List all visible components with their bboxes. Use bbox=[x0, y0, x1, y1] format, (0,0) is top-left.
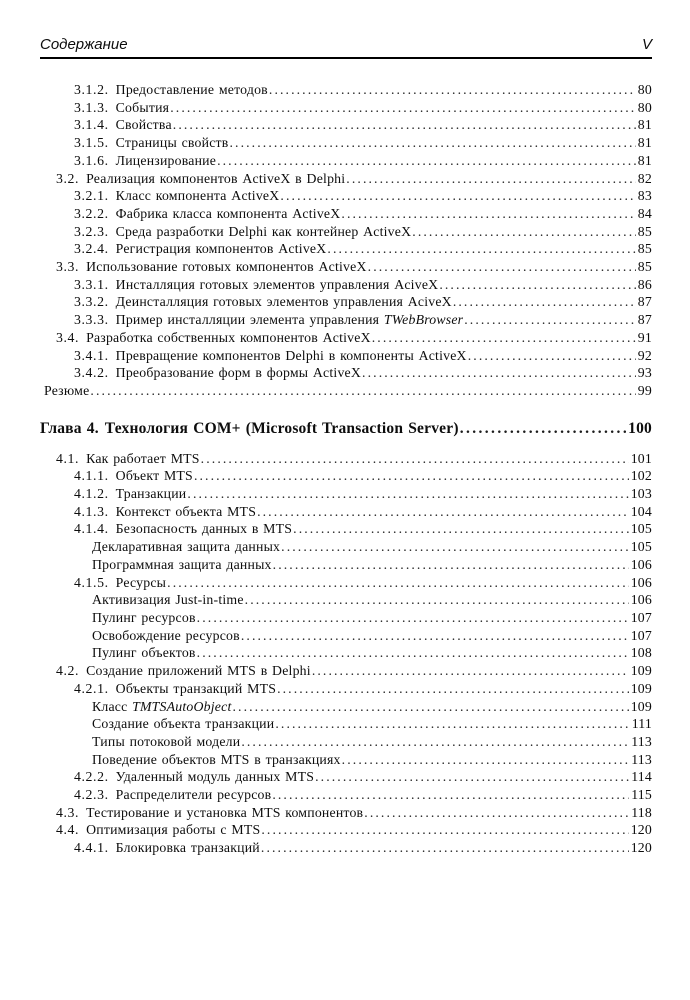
dot-leader bbox=[453, 293, 636, 311]
toc-entry bbox=[40, 382, 652, 400]
entry-number: 4.1.1. bbox=[74, 468, 109, 484]
entry-title-group bbox=[56, 662, 311, 680]
dot-leader bbox=[197, 609, 629, 627]
entry-title-group bbox=[74, 116, 172, 134]
entry-number: 3.2.1. bbox=[74, 188, 109, 204]
dot-leader bbox=[261, 821, 628, 839]
toc-entry bbox=[40, 450, 652, 468]
toc-entry bbox=[40, 804, 652, 822]
entry-title: Класс компонента ActiveX bbox=[115, 188, 280, 204]
entry-title: Использование готовых компонентов ActiveX bbox=[86, 259, 367, 275]
entry-number: 3.1.2. bbox=[74, 82, 109, 97]
entry-title: Объект MTS bbox=[115, 468, 193, 484]
entry-title-group bbox=[74, 768, 314, 786]
entry-title-group bbox=[92, 715, 274, 733]
entry-page-number: 99 bbox=[637, 382, 652, 398]
toc-list bbox=[40, 81, 652, 857]
entry-page-number: 106 bbox=[630, 592, 652, 608]
toc-entry bbox=[40, 786, 652, 804]
toc-entry bbox=[40, 99, 652, 117]
entry-page-number: 107 bbox=[630, 609, 652, 625]
entry-number: 4.1.2. bbox=[74, 486, 109, 502]
entry-page-number: 101 bbox=[630, 450, 652, 466]
entry-title: Ресурсы bbox=[115, 574, 167, 590]
entry-title: Контекст объекта MTS bbox=[115, 503, 257, 519]
dot-leader bbox=[362, 364, 636, 382]
toc-entry bbox=[40, 329, 652, 347]
entry-title-group bbox=[74, 347, 467, 365]
entry-title: Инсталляция готовых элементов управления AciveX bbox=[115, 276, 439, 292]
entry-number: 4.4.1. bbox=[74, 840, 109, 856]
dot-leader bbox=[173, 116, 636, 134]
dot-leader bbox=[281, 538, 629, 556]
toc-entry bbox=[40, 311, 652, 329]
entry-title-group bbox=[74, 520, 292, 538]
dot-leader bbox=[368, 258, 636, 276]
entry-title: Распределители ресурсов bbox=[115, 787, 272, 803]
dot-leader bbox=[315, 768, 629, 786]
entry-page-number: 111 bbox=[631, 716, 652, 732]
dot-leader bbox=[272, 786, 629, 804]
entry-title-group bbox=[74, 223, 411, 241]
entry-title-group bbox=[40, 419, 459, 439]
dot-leader bbox=[464, 311, 636, 329]
dot-leader bbox=[194, 467, 629, 485]
toc-entry bbox=[40, 556, 652, 574]
toc-entry bbox=[40, 205, 652, 223]
toc-entry bbox=[40, 467, 652, 485]
entry-title-group bbox=[74, 311, 463, 329]
entry-title: Фабрика класса компонента ActiveX bbox=[115, 205, 341, 221]
toc-entry bbox=[40, 134, 652, 152]
dot-leader bbox=[280, 187, 635, 205]
entry-number: 3.3. bbox=[56, 259, 80, 275]
entry-number: 3.1.3. bbox=[74, 99, 109, 115]
entry-page-number: 105 bbox=[630, 521, 652, 537]
entry-title-group bbox=[92, 609, 196, 627]
toc-entry bbox=[40, 609, 652, 627]
entry-page-number: 106 bbox=[630, 556, 652, 572]
entry-page-number: 91 bbox=[637, 329, 652, 345]
entry-title-group bbox=[74, 81, 268, 99]
entry-page-number: 93 bbox=[637, 365, 652, 381]
entry-page-number: 113 bbox=[631, 733, 652, 749]
entry-page-number: 85 bbox=[637, 241, 652, 257]
entry-page-number: 120 bbox=[630, 822, 652, 838]
entry-title-group bbox=[74, 786, 271, 804]
entry-title: Деинсталляция готовых элементов управления AciveX bbox=[115, 294, 452, 310]
entry-number: 4.2.1. bbox=[74, 680, 109, 696]
entry-title: Освобождение ресурсов bbox=[92, 627, 240, 643]
entry-title-group bbox=[92, 733, 240, 751]
toc-entry bbox=[40, 644, 652, 662]
entry-title-group bbox=[44, 382, 89, 400]
entry-page-number: 118 bbox=[631, 804, 652, 820]
entry-title: Транзакции bbox=[115, 486, 187, 502]
entry-number: 3.2.4. bbox=[74, 241, 109, 257]
toc-entry bbox=[40, 364, 652, 382]
entry-number: 4.1.5. bbox=[74, 574, 109, 590]
entry-title: Преобразование форм в формы ActiveX bbox=[115, 365, 362, 381]
toc-entry bbox=[40, 240, 652, 258]
toc-entry bbox=[40, 680, 652, 698]
entry-page-number: 109 bbox=[630, 680, 652, 696]
entry-title-group bbox=[74, 99, 169, 117]
toc-entry bbox=[40, 839, 652, 857]
entry-page-number: 84 bbox=[637, 205, 652, 221]
entry-page-number: 109 bbox=[630, 663, 652, 679]
entry-title: Класс bbox=[92, 698, 133, 714]
entry-page-number: 100 bbox=[628, 419, 652, 437]
entry-title-group bbox=[74, 503, 256, 521]
entry-title: Разработка собственных компонентов ActiveX bbox=[86, 329, 371, 345]
entry-title-group bbox=[56, 821, 260, 839]
entry-page-number: 113 bbox=[631, 751, 652, 767]
entry-title: Удаленный модуль данных MTS bbox=[115, 769, 315, 785]
dot-leader bbox=[412, 223, 636, 241]
entry-title-group bbox=[92, 644, 196, 662]
entry-title: Пример инсталляции элемента управления bbox=[115, 312, 384, 328]
entry-page-number: 86 bbox=[637, 276, 652, 292]
entry-number: 4.2. bbox=[56, 663, 80, 679]
toc-entry bbox=[40, 751, 652, 769]
entry-title: Типы потоковой модели bbox=[92, 733, 241, 749]
entry-title: Страницы свойств bbox=[115, 135, 229, 151]
dot-leader bbox=[229, 134, 635, 152]
entry-page-number: 81 bbox=[637, 117, 652, 133]
entry-title: События bbox=[115, 99, 170, 115]
entry-title-group bbox=[92, 751, 341, 769]
entry-title-group bbox=[74, 485, 186, 503]
entry-title: Блокировка транзакций bbox=[115, 840, 260, 856]
entry-page-number: 114 bbox=[631, 769, 652, 785]
entry-number: 3.2.2. bbox=[74, 205, 109, 221]
entry-title-italic: TMTSAutoObject bbox=[132, 698, 232, 714]
entry-title-group bbox=[74, 240, 326, 258]
entry-page-number: 120 bbox=[630, 840, 652, 856]
dot-leader bbox=[468, 347, 636, 365]
entry-title-group bbox=[74, 574, 166, 592]
toc-entry bbox=[40, 627, 652, 645]
dot-leader bbox=[269, 81, 636, 99]
dot-leader bbox=[342, 751, 630, 769]
entry-title-group bbox=[74, 467, 193, 485]
entry-title: Объекты транзакций MTS bbox=[115, 680, 277, 696]
page-header-page-number: V bbox=[641, 36, 652, 53]
entry-title: Технология COM+ (Microsoft Transaction Server) bbox=[104, 419, 459, 437]
entry-page-number: 103 bbox=[630, 486, 652, 502]
dot-leader bbox=[327, 240, 635, 258]
entry-number: 3.3.1. bbox=[74, 276, 109, 292]
entry-title: Как работает MTS bbox=[86, 450, 200, 466]
entry-number: 3.1.6. bbox=[74, 152, 109, 168]
toc-entry bbox=[40, 574, 652, 592]
entry-page-number: 102 bbox=[630, 468, 652, 484]
toc-entry bbox=[40, 591, 652, 609]
entry-title: Резюме bbox=[44, 382, 90, 398]
dot-leader bbox=[293, 520, 629, 538]
dot-leader bbox=[187, 485, 628, 503]
entry-title: Лицензирование bbox=[115, 152, 217, 168]
entry-page-number: 87 bbox=[637, 294, 652, 310]
toc-entry bbox=[40, 187, 652, 205]
entry-title: Оптимизация работы с MTS bbox=[86, 822, 261, 838]
entry-title: Тестирование и установка MTS компонентов bbox=[86, 804, 364, 820]
entry-page-number: 107 bbox=[630, 627, 652, 643]
toc-entry bbox=[40, 293, 652, 311]
entry-page-number: 80 bbox=[637, 99, 652, 115]
entry-page-number: 85 bbox=[637, 223, 652, 239]
entry-title: Пулинг ресурсов bbox=[92, 609, 196, 625]
entry-title-group bbox=[56, 170, 345, 188]
entry-title-group bbox=[74, 152, 216, 170]
dot-leader bbox=[346, 170, 636, 188]
entry-title: Безопасность данных в MTS bbox=[115, 521, 293, 537]
toc-entry bbox=[40, 170, 652, 188]
entry-title-group bbox=[92, 627, 240, 645]
entry-page-number: 115 bbox=[631, 787, 652, 803]
entry-number: 3.2.3. bbox=[74, 223, 109, 239]
dot-leader bbox=[197, 644, 629, 662]
entry-number: 3.2. bbox=[56, 170, 80, 186]
dot-leader bbox=[275, 715, 629, 733]
entry-title-italic: TWebBrowser bbox=[383, 312, 464, 328]
entry-title: Поведение объектов MTS в транзакциях bbox=[92, 751, 341, 767]
entry-title: Реализация компонентов ActiveX в Delphi bbox=[86, 170, 346, 186]
entry-number: 3.4.1. bbox=[74, 347, 109, 363]
entry-title-group bbox=[74, 205, 340, 223]
entry-title-group bbox=[92, 698, 231, 716]
entry-page-number: 81 bbox=[637, 152, 652, 168]
entry-title-group bbox=[92, 538, 280, 556]
dot-leader bbox=[460, 419, 626, 439]
chapter-heading bbox=[40, 419, 652, 439]
dot-leader bbox=[257, 503, 629, 521]
entry-title-group bbox=[74, 276, 438, 294]
dot-leader bbox=[372, 329, 636, 347]
entry-number: 4.1.3. bbox=[74, 503, 109, 519]
toc-entry bbox=[40, 715, 652, 733]
entry-title-group bbox=[92, 591, 244, 609]
entry-number: 3.4. bbox=[56, 329, 80, 345]
toc-entry bbox=[40, 821, 652, 839]
dot-leader bbox=[261, 839, 629, 857]
entry-page-number: 85 bbox=[637, 259, 652, 275]
entry-title-group bbox=[56, 450, 200, 468]
entry-number: Глава 4. bbox=[40, 419, 99, 437]
toc-entry bbox=[40, 698, 652, 716]
entry-page-number: 104 bbox=[630, 503, 652, 519]
entry-title: Превращение компонентов Delphi в компоненты ActiveX bbox=[115, 347, 467, 363]
toc-entry bbox=[40, 223, 652, 241]
dot-leader bbox=[241, 627, 629, 645]
entry-page-number: 87 bbox=[637, 312, 652, 328]
toc-entry bbox=[40, 538, 652, 556]
entry-title-group bbox=[56, 258, 367, 276]
toc-entry bbox=[40, 152, 652, 170]
entry-number: 3.1.4. bbox=[74, 117, 109, 133]
entry-title-group bbox=[74, 187, 279, 205]
entry-title-group bbox=[56, 804, 363, 822]
dot-leader bbox=[364, 804, 629, 822]
entry-number: 3.1.5. bbox=[74, 135, 109, 151]
entry-title-group bbox=[56, 329, 371, 347]
toc-entry bbox=[40, 503, 652, 521]
entry-title: Среда разработки Delphi как контейнер ActiveX bbox=[115, 223, 412, 239]
entry-title: Активизация Just-in-time bbox=[92, 592, 244, 608]
entry-number: 3.3.3. bbox=[74, 312, 109, 328]
entry-title-group bbox=[92, 556, 272, 574]
entry-title-group bbox=[74, 364, 361, 382]
entry-title-group bbox=[74, 680, 276, 698]
entry-title: Свойства bbox=[115, 117, 172, 133]
entry-number: 3.3.2. bbox=[74, 294, 109, 310]
entry-title: Создание объекта транзакции bbox=[92, 716, 275, 732]
toc-entry bbox=[40, 662, 652, 680]
dot-leader bbox=[273, 556, 629, 574]
entry-page-number: 82 bbox=[637, 170, 652, 186]
toc-entry bbox=[40, 258, 652, 276]
entry-number: 4.1. bbox=[56, 450, 80, 466]
entry-page-number: 106 bbox=[630, 574, 652, 590]
entry-title-group bbox=[74, 134, 228, 152]
entry-page-number: 80 bbox=[637, 82, 652, 97]
dot-leader bbox=[277, 680, 629, 698]
toc-entry bbox=[40, 733, 652, 751]
toc-entry bbox=[40, 768, 652, 786]
dot-leader bbox=[439, 276, 635, 294]
entry-title-group bbox=[74, 293, 452, 311]
entry-number: 4.4. bbox=[56, 822, 80, 838]
toc-entry bbox=[40, 485, 652, 503]
dot-leader bbox=[312, 662, 629, 680]
entry-number: 4.2.2. bbox=[74, 769, 109, 785]
dot-leader bbox=[341, 205, 635, 223]
entry-page-number: 83 bbox=[637, 188, 652, 204]
dot-leader bbox=[217, 152, 636, 170]
entry-title: Декларативная защита данных bbox=[92, 539, 281, 555]
toc-entry bbox=[40, 116, 652, 134]
entry-title: Пулинг объектов bbox=[92, 645, 196, 661]
entry-number: 4.2.3. bbox=[74, 787, 109, 803]
dot-leader bbox=[90, 382, 635, 400]
entry-title: Программная защита данных bbox=[92, 556, 272, 572]
entry-page-number: 105 bbox=[630, 539, 652, 555]
dot-leader bbox=[170, 99, 636, 117]
toc-entry bbox=[40, 347, 652, 365]
entry-page-number: 109 bbox=[630, 698, 652, 714]
dot-leader bbox=[245, 591, 629, 609]
dot-leader bbox=[167, 574, 629, 592]
dot-leader bbox=[232, 698, 628, 716]
toc-entry bbox=[40, 276, 652, 294]
entry-title: Предоставление методов bbox=[115, 82, 268, 97]
entry-title-group bbox=[74, 839, 260, 857]
entry-title: Создание приложений MTS в Delphi bbox=[86, 663, 311, 679]
entry-title: Регистрация компонентов ActiveX bbox=[115, 241, 327, 257]
entry-page-number: 81 bbox=[637, 135, 652, 151]
entry-page-number: 92 bbox=[637, 347, 652, 363]
page-header-title: Содержание bbox=[40, 36, 128, 53]
toc-entry bbox=[40, 81, 652, 99]
dot-leader bbox=[241, 733, 629, 751]
page-header bbox=[40, 36, 652, 59]
dot-leader bbox=[201, 450, 629, 468]
toc-entry bbox=[40, 520, 652, 538]
entry-number: 3.4.2. bbox=[74, 365, 109, 381]
entry-number: 4.1.4. bbox=[74, 521, 109, 537]
entry-number: 4.3. bbox=[56, 804, 80, 820]
entry-page-number: 108 bbox=[630, 645, 652, 661]
